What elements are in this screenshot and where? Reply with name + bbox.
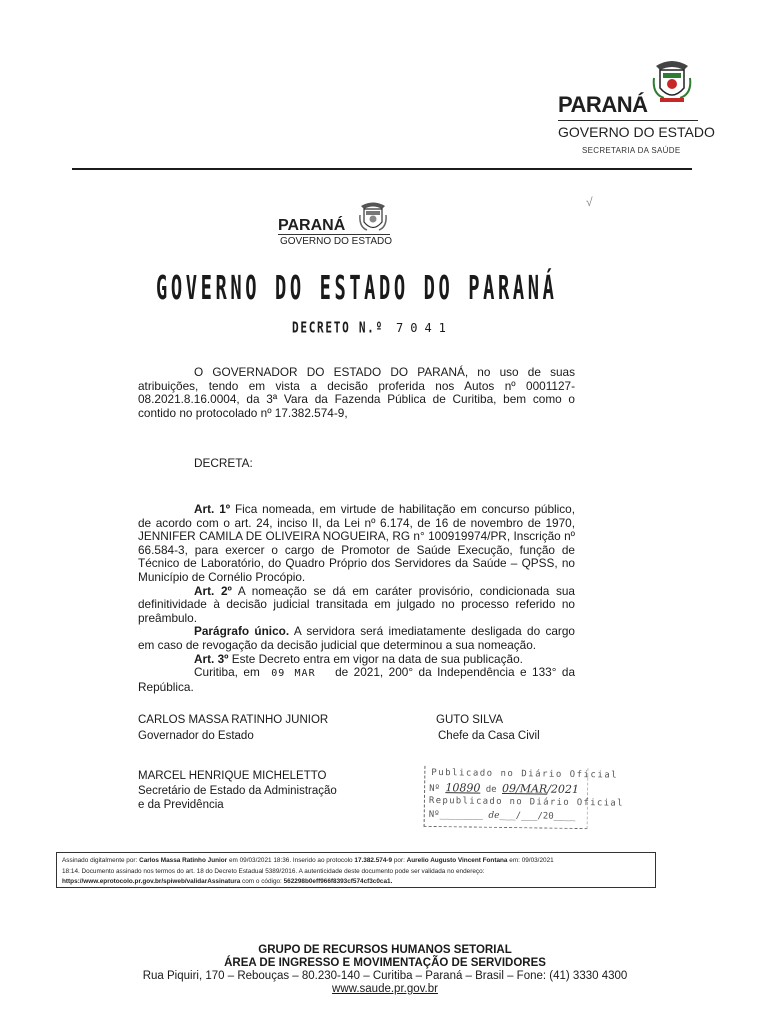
place-suffix: de 2021, 200° da Independência e 133° da República.: [138, 665, 576, 694]
header-logo-divider: [558, 120, 698, 121]
stamp-line3: Republicado no Diário Oficial: [428, 795, 624, 809]
document-logo: [278, 200, 398, 250]
preamble: [138, 366, 575, 420]
digital-signature-box: [56, 852, 656, 888]
digsig-line2: 18:14. Documento assinado nos termos do art. 18 do Decreto Estadual 5389/2016. A autenticidade deste documento pode ser validada no endereço:: [62, 867, 485, 875]
digsig-line1: [62, 856, 650, 867]
stamp-line2-de: de: [485, 784, 497, 795]
digsig-protocol: 17.382.574-9: [354, 857, 393, 864]
footer-address: Rua Piquiri, 170 – Rebouças – 80.230-140 – Curitiba – Paraná – Brasil – Fone: (41) 3330 4300: [142, 970, 628, 982]
art3-label: Art. 3º: [194, 651, 229, 666]
footer-group: GRUPO DE RECURSOS HUMANOS SETORIAL: [258, 944, 512, 956]
coat-of-arms-icon: [358, 200, 388, 236]
header-rule: [72, 168, 692, 170]
stamp-line4-year: /20: [537, 811, 554, 822]
articles-body: [138, 503, 575, 694]
footer-area: ÁREA DE INGRESSO E MOVIMENTAÇÃO DE SERVIDORES: [224, 957, 546, 969]
digsig-text: em 09/03/2021 18:36. Inserido ao protocolo: [228, 857, 353, 864]
document-logo-divider: [278, 234, 390, 235]
secretary-role-line2: e da Previdência: [138, 799, 224, 811]
art2-label: Art. 2º: [194, 583, 232, 598]
chief-of-staff-name: GUTO SILVA: [436, 714, 504, 726]
decree-label: DECRETO N.º: [292, 320, 384, 338]
decreta-heading: DECRETA:: [194, 456, 253, 470]
stamp-line4: Nº________ de___/___/20____: [428, 809, 576, 822]
art3-text: Este Decreto entra em vigor na data de sua publicação.: [231, 651, 523, 666]
digsig-text: com o código:: [242, 878, 282, 885]
header-secretariat: SECRETARIA DA SAÚDE: [582, 146, 681, 155]
stamp-line2-prefix: Nº: [429, 783, 441, 795]
validation-link[interactable]: https://www.eprotocolo.pr.gov.br/spiweb/validarAssinatura: [62, 878, 241, 885]
governor-name: CARLOS MASSA RATINHO JUNIOR: [138, 714, 329, 726]
header-government: GOVERNO DO ESTADO: [558, 124, 715, 140]
art1-text: Fica nomeada, em virtude de habilitação em concurso público, de acordo com o art. 24, inciso II, da Lei nº 6.174, de 16 de novembro de 1970, JENNIFER CAMILA DE OLIVEIRA NOGUEIRA, RG n° 100919974/PR, Inscrição nº 66.584-3, para exercer o cargo de Promotor de Saúde Execução, função de Técnico de Laboratório, do Quadro Próprio dos Servidores da Saúde – QPSS, no Município de Cornélio Procópio.: [138, 502, 576, 584]
digsig-line3: [62, 877, 650, 888]
art2-text: A nomeação se dá em caráter provisório, condicionada sua definitividade à decisão judicial transitada em julgado no processo referido no preâmbulo.: [138, 583, 575, 625]
validation-code: 562298b0eff966f8393cf574cf3c0ca1.: [283, 878, 393, 885]
date-stamp: 09 MAR: [271, 668, 316, 680]
stamp-year: /2021: [547, 782, 580, 797]
digsig-text: por:: [393, 857, 405, 864]
art1-label: Art. 1º: [194, 502, 231, 516]
chief-of-staff-role: Chefe da Casa Civil: [438, 730, 540, 742]
document-government: GOVERNO DO ESTADO: [280, 236, 393, 247]
decree-number: 7041: [396, 321, 453, 335]
document-state-name: PARANÁ: [278, 217, 346, 234]
secretary-role-line1: Secretário de Estado da Administração: [138, 785, 337, 797]
coat-of-arms-icon: [652, 58, 692, 106]
digsig-text: Assinado digitalmente por:: [62, 857, 138, 864]
paragraph-text: A servidora será imediatamente desligada do cargo em caso de revogação da decisão judicial que determinou a sua nomeação.: [138, 624, 575, 652]
stamp-line1: Publicado no Diário Oficial: [431, 767, 619, 781]
paragraph-label: Parágrafo único.: [194, 624, 290, 639]
publication-stamp: [424, 766, 624, 829]
governor-role: Governador do Estado: [138, 730, 254, 742]
margin-mark: √: [586, 195, 593, 209]
footer-website-link[interactable]: www.saude.pr.gov.br: [332, 983, 438, 995]
place-prefix: Curitiba, em: [194, 665, 260, 680]
stamp-line4-de: de: [488, 810, 500, 821]
digsig-signer2: Aurelio Augusto Vincent Fontana: [406, 857, 508, 864]
stamp-date: 09/MAR: [501, 781, 548, 796]
stamp-line4-prefix: Nº: [428, 809, 440, 821]
stamp-edition-number: 10890: [445, 781, 481, 795]
digsig-text: em: 09/03/2021: [509, 857, 554, 864]
secretary-name: MARCEL HENRIQUE MICHELETTO: [138, 770, 327, 782]
header-state-name: PARANÁ: [558, 92, 648, 117]
digsig-signer1: Carlos Massa Ratinho Junior: [139, 857, 228, 864]
preamble-text: O GOVERNADOR DO ESTADO DO PARANÁ, no uso de suas atribuições, tendo em vista a decisão proferida nos Autos nº 0001127-08.2021.8.16.0004, da 3ª Vara da Fazenda Pública de Curitiba, bem como o contido no protocolado nº 17.382.574-9,: [138, 365, 575, 420]
document-title: GOVERNO DO ESTADO DO PARANÁ: [156, 270, 558, 308]
stamp-line2: [429, 781, 579, 796]
